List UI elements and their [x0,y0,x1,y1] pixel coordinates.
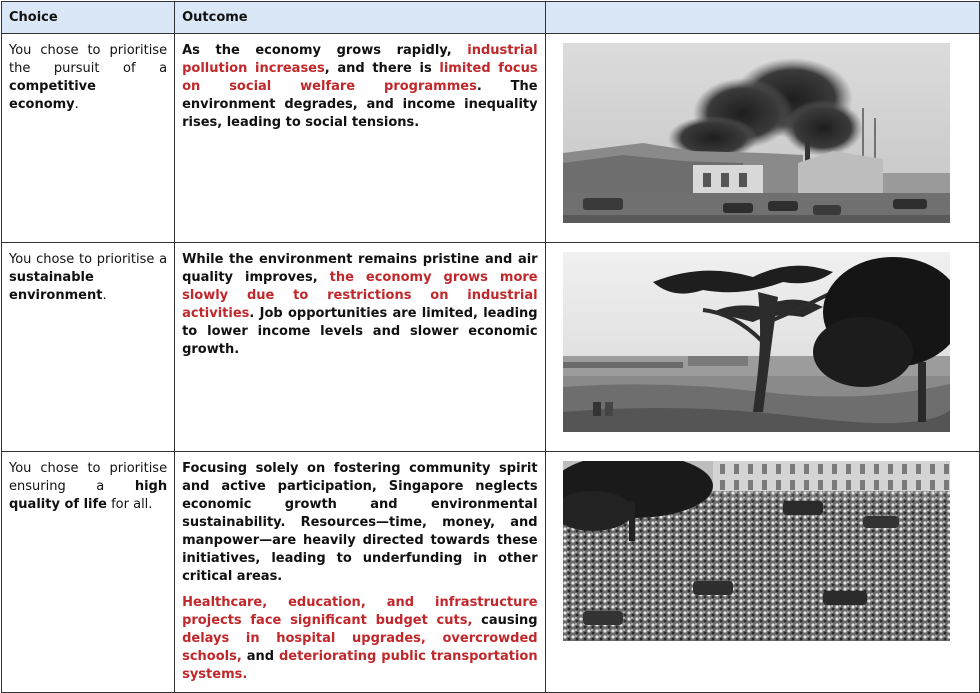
factory-smoke-photo [563,43,950,223]
choice-end: . [74,97,79,112]
outcome-highlight: Healthcare, education, and infrastructure projects face significant budget cuts, [182,595,538,628]
header-outcome: Outcome [175,2,546,34]
coastline-tree-photo [563,252,950,432]
choice-key: high quality of life [9,479,168,512]
choice-text: You chose to prioritise ensuring a [9,461,168,494]
outcome-highlight: delays in hospital upgrades, overcrowded schools, [182,631,538,664]
header-row [2,2,980,34]
outcome-highlight: industrial pollution increases [182,43,538,76]
image-cell [545,243,979,452]
header-image [545,2,979,34]
outcome-highlight: the economy grows more slowly due to restrictions on industrial activities [182,270,538,321]
choice-key: competitive economy [9,79,96,112]
table-row [2,34,980,243]
outcome-cell [175,452,546,693]
image-cell [545,452,979,693]
choice-cell [2,243,175,452]
outcome-text: As the economy grows rapidly, [182,43,468,58]
outcome-text: , and there is [324,61,440,76]
outcome-highlight: limited focus on social welfare programmes [182,61,538,94]
outcome-paragraph: Focusing solely on fostering community spirit and active participation, Singapore neglects economic growth and environmental sustainability. Resources—time, money, and manpower—are heavily directed towards these initiatives, leading to underfunding in other critical areas. [182,461,538,584]
choice-text: You chose to prioritise the pursuit of a [9,43,168,76]
outcome-cell [175,34,546,243]
table-row [2,243,980,452]
table-row [2,452,980,693]
outcome-text: . Job opportunities are limited, leading to lower income levels and slower economic growth. [182,306,538,357]
choice-cell [2,34,175,243]
choice-cell [2,452,175,693]
outcome-text: causing [472,613,538,628]
outcome-highlight: deteriorating public transportation systems. [182,649,538,682]
choice-key: sustainable environment [9,270,103,303]
outcome-text: and [241,649,279,664]
outcome-text: . The environment degrades, and income inequality rises, leading to social tensions. [182,79,538,130]
choice-end: for all. [106,497,153,512]
header-choice: Choice [2,2,175,34]
outcome-cell [175,243,546,452]
crowd-photo [563,461,950,641]
choices-table [1,1,980,693]
image-cell [545,34,979,243]
outcome-text: While the environment remains pristine and air quality improves, [182,252,538,285]
choice-end: . [102,288,107,303]
choice-text: You chose to prioritise a [9,252,168,267]
